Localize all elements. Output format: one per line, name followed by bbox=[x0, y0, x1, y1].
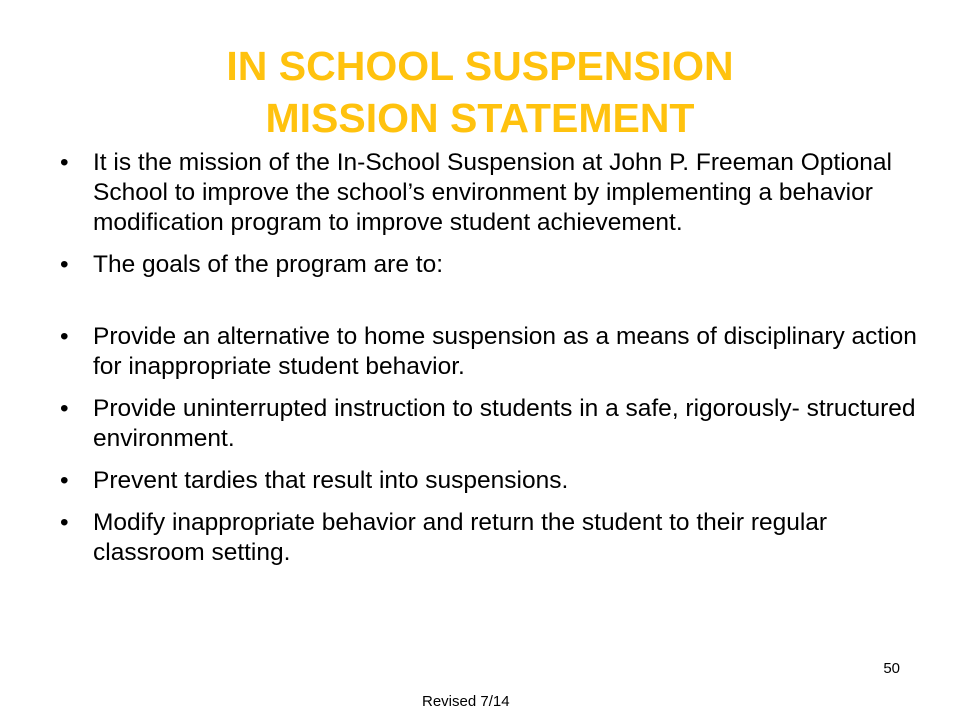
page-number: 50 bbox=[883, 660, 900, 677]
slide-title-line-1: IN SCHOOL SUSPENSION bbox=[226, 43, 734, 89]
bullet-text: Prevent tardies that result into suspensions. bbox=[93, 467, 569, 494]
bullet-marker: • bbox=[60, 149, 69, 176]
bullet-marker: • bbox=[60, 251, 69, 278]
bullet-marker: • bbox=[60, 467, 69, 494]
bullet-text: Provide uninterrupted instruction to students in a safe, rigorously- structured environment. bbox=[93, 395, 916, 452]
bullet-marker: • bbox=[60, 509, 69, 536]
bullet-goal-tardies bbox=[58, 466, 918, 496]
bullet-marker: • bbox=[60, 323, 69, 350]
bullet-list bbox=[58, 148, 918, 580]
bullet-text: It is the mission of the In-School Suspension at John P. Freeman Optional School to improve the school’s environment by implementing a behavior modification program to improve student achievement. bbox=[93, 149, 892, 236]
slide-title-line-2: MISSION STATEMENT bbox=[265, 95, 695, 141]
bullet-text: The goals of the program are to: bbox=[93, 251, 443, 278]
bullet-goal-behavior bbox=[58, 508, 918, 568]
slide-title bbox=[60, 40, 900, 144]
bullet-goal-alternative bbox=[58, 322, 918, 382]
bullet-marker: • bbox=[60, 395, 69, 422]
bullet-mission bbox=[58, 148, 918, 238]
bullet-text: Provide an alternative to home suspension as a means of disciplinary action for inappropriate student behavior. bbox=[93, 323, 917, 380]
bullet-goal-instruction bbox=[58, 394, 918, 454]
bullet-text: Modify inappropriate behavior and return the student to their regular classroom setting. bbox=[93, 509, 828, 566]
bullet-goals-intro bbox=[58, 250, 918, 280]
revised-date: Revised 7/14 bbox=[422, 693, 510, 710]
